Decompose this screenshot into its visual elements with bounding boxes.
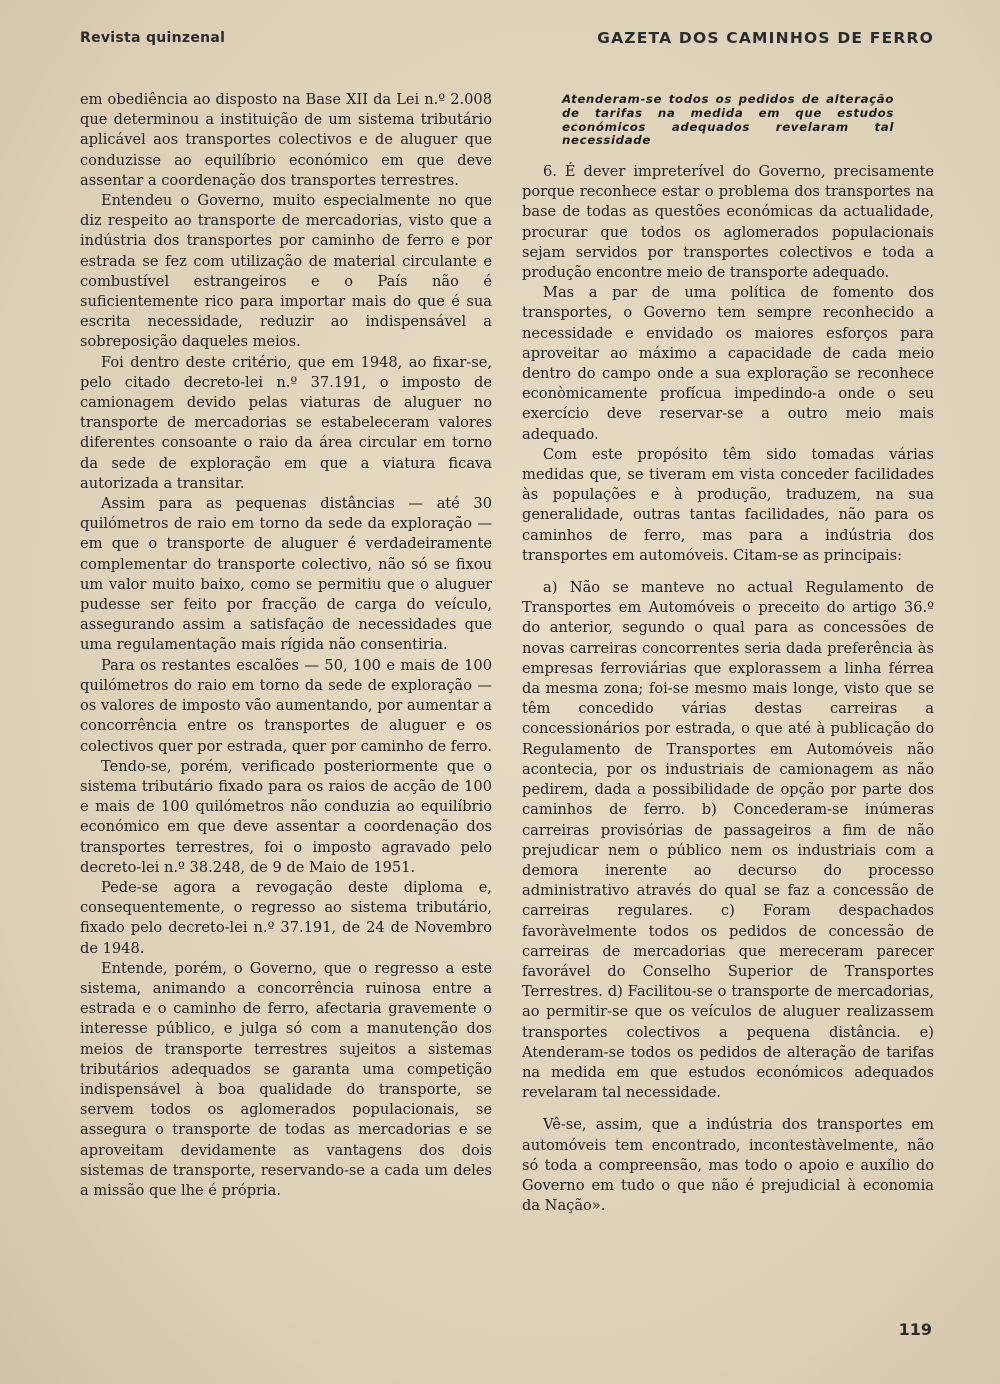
paragraph: Pede-se agora a revogação deste diploma e, consequentemente, o regresso ao sistema tributário, fixado pelo decreto-lei n.º 37.191, de 24 de Novembro de 1948. [80, 878, 492, 957]
paragraph: Com este propósito têm sido tomadas várias medidas que, se tiveram em vista conceder facilidades às populações e à produção, traduzem, na sua generalidade, outras tantas facilidades, não para os caminhos de ferro, mas para a indústria dos transportes em automóveis. Citam-se as principais: [522, 445, 934, 564]
right-column [522, 162, 934, 1216]
header-right: GAZETA DOS CAMINHOS DE FERRO [597, 29, 934, 47]
pull-quote-box: Atenderam-se todos os pedidos de alteração de tarifas na medida em que estudos económicos adequados revelaram tal necessidade [562, 92, 894, 148]
paragraph: Foi dentro deste critério, que em 1948, ao fixar-se, pelo citado decreto-lei n.º 37.191, o imposto de camionagem devido pelas viaturas de aluguer no transporte de mercadorias se estabeleceram valores diferentes consoante o raio da área circular em torno da sede de exploração em que a viatura ficava autorizada a transitar. [80, 353, 492, 492]
paragraph: em obediência ao disposto na Base XII da Lei n.º 2.008 que determinou a instituição de um sistema tributário aplicável aos transportes colectivos e de aluguer que conduzisse ao equilíbrio económico em que deve assentar a coordenação dos transportes terrestres. [80, 91, 492, 189]
paragraph: 6. É dever impreterível do Governo, precisamente porque reconhece estar o problema dos transportes na base de todas as questões económicas da actualidade, procurar que todos os aglomerados populacionais sejam servidos por transportes colectivos e toda a produção encontre meio de transporte adequado. [522, 163, 934, 282]
paragraph: Para os restantes escalões — 50, 100 e mais de 100 quilómetros do raio em torno da sede de exploração — os valores de imposto vão aumentando, por aumentar a concorrência entre os transportes de aluguer e os colectivos quer por estrada, quer por caminho de ferro. [80, 656, 492, 755]
page-number: 119 [898, 1320, 932, 1339]
paragraph: Entende, porém, o Governo, que o regresso a este sistema, animando a concorrência ruinosa entre a estrada e o caminho de ferro, afectaria gravemente o interesse público, e julga só com a manutenção dos meios de transporte terrestres sujeitos a sistemas tributários adequados se garanta uma competição indispensável à boa qualidade do transporte, se servem todos os aglomerados populacionais, se assegura o transporte de todas as mercadorias e se aproveitam devidamente as vantagens dos dois sistemas de transporte, reservando-se a cada um deles a missão que lhe é própria. [80, 959, 492, 1199]
paragraph: Assim para as pequenas distâncias — até 30 quilómetros de raio em torno da sede da exploração — em que o transporte de aluguer é verdadeiramente complementar do transporte colectivo, não só se fixou um valor muito baixo, como se permitiu que o aluguer pudesse ser feito por fracção de carga do veículo, assegurando assim a satisfação de necessidades que uma regulamentação mais rígida não consentiria. [80, 495, 492, 654]
paragraph: Tendo-se, porém, verificado posteriormente que o sistema tributário fixado para os raios de acção de 100 e mais de 100 quilómetros não conduzia ao equilíbrio económico em que deve assentar a coordenação dos transportes terrestres, foi o imposto agravado pelo decreto-lei n.º 38.248, de 9 de Maio de 1951. [80, 757, 492, 876]
paragraph: a) Não se manteve no actual Regulamento de Transportes em Automóveis o preceito do artigo 36.º do anterior, segundo o qual para as concessões de novas carreiras concorrentes seria dada preferência às empresas ferroviárias que explorassem a linha férrea da mesma zona; foi-se mesmo mais longe, visto que se têm concedido várias destas carreiras a concessionários por estrada, o que até à publicação do Regulamento de Transportes em Automóveis não acontecia, por os industriais de camionagem as não pedirem, dada a possibilidade de opção por parte dos caminhos de ferro. b) Concederam-se inúmeras carreiras provisórias de passageiros a fim de não prejudicar nem o público nem os industriais com a demora inerente ao decurso do processo administrativo através do qual se faz a concessão de carreiras regulares. c) Foram despachados favoràvelmente todos os pedidos de concessão de carreiras de mercadorias que mereceram parecer favorável do Conselho Superior de Transportes Terrestres. d) Facilitou-se o transporte de mercadorias, ao permitir-se que os veículos de aluguer realizassem transportes colectivos a pequena distância. e) Atenderam-se todos os pedidos de alteração de tarifas na medida em que estudos económicos adequados revelaram tal necessidade. [522, 579, 934, 1102]
paragraph: Vê-se, assim, que a indústria dos transportes em automóveis tem encontrado, incontestàvelmente, não só toda a compreensão, mas todo o apoio e auxílio do Governo em tudo o que não é prejudicial à economia da Nação». [522, 1116, 934, 1215]
left-column [80, 90, 492, 1201]
header-left: Revista quinzenal [80, 30, 226, 46]
paragraph: Mas a par de uma política de fomento dos transportes, o Governo tem sempre reconhecido a necessidade e envidado os maiores esforços para aproveitar ao máximo a capacidade de cada meio dentro do campo onde a sua exploração se reconhece econòmicamente profícua impedindo-a onde o seu exercício deve reservar-se a outro meio mais adequado. [522, 284, 934, 443]
paragraph: Entendeu o Governo, muito especialmente no que diz respeito ao transporte de mercadorias, visto que a indústria dos transportes por caminho de ferro e por estrada se fez com utilização de material circulante e combustível estrangeiros e o País não é suficientemente rico para importar mais do que é sua escrita necessidade, reduzir ao indispensável a sobreposição daqueles meios. [80, 192, 492, 351]
